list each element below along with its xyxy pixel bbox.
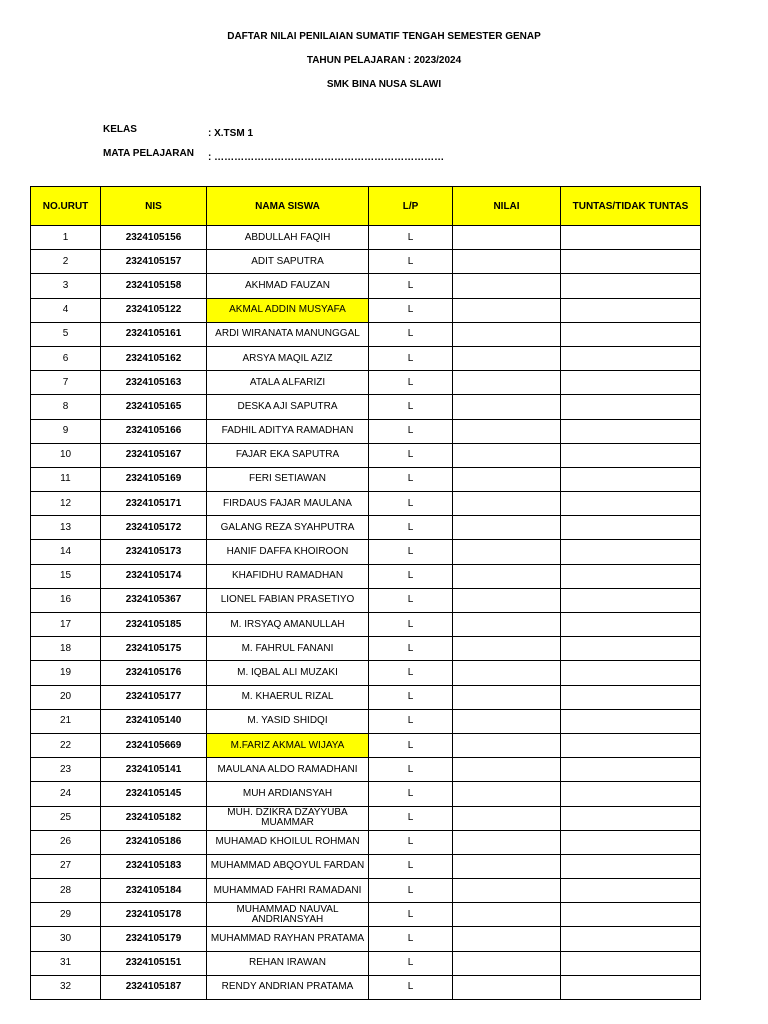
cell-tuntas [561, 637, 701, 661]
cell-nilai [453, 661, 561, 685]
school-name: SMK BINA NUSA SLAWI [326, 79, 442, 90]
cell-tuntas [561, 395, 701, 419]
cell-lp: L [369, 322, 453, 346]
cell-lp: L [369, 467, 453, 491]
col-header-nis: NIS [101, 187, 207, 226]
cell-nama-siswa: HANIF DAFFA KHOIROON [207, 540, 369, 564]
table-row [31, 709, 701, 733]
cell-nilai [453, 709, 561, 733]
cell-tuntas [561, 274, 701, 298]
cell-no-urut: 16 [31, 588, 101, 612]
cell-nilai [453, 854, 561, 878]
cell-lp: L [369, 733, 453, 757]
cell-nilai [453, 685, 561, 709]
kelas-label: KELAS [103, 124, 137, 135]
cell-tuntas [561, 879, 701, 903]
cell-no-urut: 32 [31, 975, 101, 999]
col-header-tuntas: TUNTAS/TIDAK TUNTAS [561, 187, 701, 226]
cell-no-urut: 25 [31, 806, 101, 830]
cell-tuntas [561, 298, 701, 322]
cell-lp: L [369, 516, 453, 540]
cell-lp: L [369, 588, 453, 612]
cell-nama-siswa: M. KHAERUL RIZAL [207, 685, 369, 709]
cell-nilai [453, 226, 561, 250]
cell-nama-siswa: MUH. DZIKRA DZAYYUBA MUAMMAR [207, 806, 369, 830]
cell-tuntas [561, 758, 701, 782]
table-row [31, 395, 701, 419]
table-row [31, 274, 701, 298]
table-row [31, 226, 701, 250]
cell-nis: 2324105161 [101, 322, 207, 346]
cell-nama-siswa: ARSYA MAQIL AZIZ [207, 346, 369, 370]
table-row [31, 975, 701, 999]
cell-lp: L [369, 564, 453, 588]
cell-no-urut: 30 [31, 927, 101, 951]
cell-nama-siswa: MUH ARDIANSYAH [207, 782, 369, 806]
cell-nis: 2324105179 [101, 927, 207, 951]
cell-tuntas [561, 613, 701, 637]
cell-no-urut: 9 [31, 419, 101, 443]
cell-nilai [453, 492, 561, 516]
cell-tuntas [561, 709, 701, 733]
cell-nama-siswa: MUHAMAD KHOILUL ROHMAN [207, 830, 369, 854]
cell-nama-siswa: M. IRSYAQ AMANULLAH [207, 613, 369, 637]
table-row [31, 516, 701, 540]
academic-year: TAHUN PELAJARAN : 2023/2024 [306, 55, 462, 66]
cell-lp: L [369, 709, 453, 733]
cell-nama-siswa: FAJAR EKA SAPUTRA [207, 443, 369, 467]
cell-tuntas [561, 322, 701, 346]
cell-nis: 2324105171 [101, 492, 207, 516]
table-row [31, 830, 701, 854]
cell-nis: 2324105177 [101, 685, 207, 709]
cell-nilai [453, 613, 561, 637]
cell-nilai [453, 443, 561, 467]
cell-nilai [453, 274, 561, 298]
cell-nis: 2324105184 [101, 879, 207, 903]
cell-nilai [453, 346, 561, 370]
cell-tuntas [561, 685, 701, 709]
cell-lp: L [369, 806, 453, 830]
table-row [31, 467, 701, 491]
cell-tuntas [561, 226, 701, 250]
cell-nilai [453, 637, 561, 661]
cell-nis: 2324105145 [101, 782, 207, 806]
table-row [31, 492, 701, 516]
cell-lp: L [369, 613, 453, 637]
cell-nis: 2324105172 [101, 516, 207, 540]
cell-nilai [453, 903, 561, 927]
cell-nis: 2324105163 [101, 371, 207, 395]
cell-nama-siswa: MUHAMMAD RAYHAN PRATAMA [207, 927, 369, 951]
cell-nilai [453, 322, 561, 346]
table-row [31, 806, 701, 830]
cell-no-urut: 4 [31, 298, 101, 322]
cell-nama-siswa: ADIT SAPUTRA [207, 250, 369, 274]
cell-tuntas [561, 661, 701, 685]
table-row [31, 298, 701, 322]
cell-nis: 2324105174 [101, 564, 207, 588]
cell-tuntas [561, 443, 701, 467]
cell-tuntas [561, 250, 701, 274]
cell-no-urut: 12 [31, 492, 101, 516]
cell-lp: L [369, 637, 453, 661]
table-row [31, 782, 701, 806]
cell-nilai [453, 951, 561, 975]
cell-nis: 2324105176 [101, 661, 207, 685]
cell-no-urut: 29 [31, 903, 101, 927]
cell-nama-siswa: FADHIL ADITYA RAMADHAN [207, 419, 369, 443]
cell-nama-siswa: ATALA ALFARIZI [207, 371, 369, 395]
cell-nis: 2324105169 [101, 467, 207, 491]
cell-nilai [453, 733, 561, 757]
cell-tuntas [561, 927, 701, 951]
cell-no-urut: 19 [31, 661, 101, 685]
cell-nis: 2324105166 [101, 419, 207, 443]
cell-lp: L [369, 443, 453, 467]
cell-nilai [453, 806, 561, 830]
document-title: DAFTAR NILAI PENILAIAN SUMATIF TENGAH SEMESTER GENAP [227, 31, 541, 42]
table-row [31, 951, 701, 975]
table-row [31, 540, 701, 564]
cell-no-urut: 18 [31, 637, 101, 661]
cell-no-urut: 17 [31, 613, 101, 637]
cell-nis: 2324105165 [101, 395, 207, 419]
cell-lp: L [369, 854, 453, 878]
cell-nilai [453, 927, 561, 951]
table-row [31, 588, 701, 612]
cell-nama-siswa: MUHAMMAD FAHRI RAMADANI [207, 879, 369, 903]
cell-nama-siswa: RENDY ANDRIAN PRATAMA [207, 975, 369, 999]
table-row [31, 322, 701, 346]
cell-no-urut: 8 [31, 395, 101, 419]
table-row [31, 903, 701, 927]
cell-nama-siswa: M. IQBAL ALI MUZAKI [207, 661, 369, 685]
cell-lp: L [369, 298, 453, 322]
cell-tuntas [561, 467, 701, 491]
cell-tuntas [561, 806, 701, 830]
col-header-lp: L/P [369, 187, 453, 226]
cell-tuntas [561, 782, 701, 806]
table-row [31, 685, 701, 709]
table-row [31, 879, 701, 903]
cell-nilai [453, 467, 561, 491]
table-row [31, 758, 701, 782]
cell-nilai [453, 879, 561, 903]
cell-nis: 2324105158 [101, 274, 207, 298]
cell-nis: 2324105187 [101, 975, 207, 999]
cell-lp: L [369, 371, 453, 395]
cell-lp: L [369, 782, 453, 806]
cell-nama-siswa: MUHAMMAD ABQOYUL FARDAN [207, 854, 369, 878]
cell-tuntas [561, 588, 701, 612]
cell-lp: L [369, 951, 453, 975]
cell-lp: L [369, 903, 453, 927]
cell-no-urut: 23 [31, 758, 101, 782]
cell-no-urut: 22 [31, 733, 101, 757]
cell-tuntas [561, 951, 701, 975]
table-row [31, 346, 701, 370]
cell-nilai [453, 298, 561, 322]
cell-tuntas [561, 346, 701, 370]
cell-lp: L [369, 879, 453, 903]
grade-table [30, 186, 701, 1000]
cell-nama-siswa: AKHMAD FAUZAN [207, 274, 369, 298]
cell-nama-siswa: LIONEL FABIAN PRASETIYO [207, 588, 369, 612]
cell-nama-siswa: ABDULLAH FAQIH [207, 226, 369, 250]
cell-lp: L [369, 661, 453, 685]
table-row [31, 661, 701, 685]
cell-nama-siswa: REHAN IRAWAN [207, 951, 369, 975]
cell-no-urut: 26 [31, 830, 101, 854]
cell-nilai [453, 564, 561, 588]
table-row [31, 250, 701, 274]
cell-nis: 2324105156 [101, 226, 207, 250]
mapel-label: MATA PELAJARAN [103, 148, 194, 159]
cell-no-urut: 10 [31, 443, 101, 467]
cell-lp: L [369, 975, 453, 999]
cell-lp: L [369, 685, 453, 709]
cell-nama-siswa: ARDI WIRANATA MANUNGGAL [207, 322, 369, 346]
cell-nama-siswa: GALANG REZA SYAHPUTRA [207, 516, 369, 540]
cell-tuntas [561, 540, 701, 564]
cell-no-urut: 5 [31, 322, 101, 346]
cell-nama-siswa: MUHAMMAD NAUVAL ANDRIANSYAH [207, 903, 369, 927]
cell-lp: L [369, 395, 453, 419]
cell-no-urut: 14 [31, 540, 101, 564]
cell-nis: 2324105141 [101, 758, 207, 782]
cell-nis: 2324105367 [101, 588, 207, 612]
cell-nis: 2324105122 [101, 298, 207, 322]
cell-no-urut: 1 [31, 226, 101, 250]
cell-nilai [453, 371, 561, 395]
table-row [31, 613, 701, 637]
cell-nis: 2324105185 [101, 613, 207, 637]
col-header-nilai: NILAI [453, 187, 561, 226]
cell-lp: L [369, 830, 453, 854]
table-row [31, 371, 701, 395]
cell-no-urut: 27 [31, 854, 101, 878]
cell-nilai [453, 516, 561, 540]
cell-nama-siswa: DESKA AJI SAPUTRA [207, 395, 369, 419]
cell-lp: L [369, 346, 453, 370]
cell-tuntas [561, 516, 701, 540]
cell-nis: 2324105162 [101, 346, 207, 370]
cell-nilai [453, 588, 561, 612]
cell-no-urut: 7 [31, 371, 101, 395]
cell-nama-siswa: FIRDAUS FAJAR MAULANA [207, 492, 369, 516]
cell-no-urut: 2 [31, 250, 101, 274]
cell-tuntas [561, 492, 701, 516]
cell-nilai [453, 540, 561, 564]
cell-no-urut: 20 [31, 685, 101, 709]
cell-lp: L [369, 419, 453, 443]
cell-lp: L [369, 540, 453, 564]
cell-tuntas [561, 975, 701, 999]
cell-nama-siswa: KHAFIDHU RAMADHAN [207, 564, 369, 588]
col-header-nama-siswa: NAMA SISWA [207, 187, 369, 226]
cell-nis: 2324105186 [101, 830, 207, 854]
cell-nis: 2324105175 [101, 637, 207, 661]
cell-nis: 2324105140 [101, 709, 207, 733]
table-row [31, 419, 701, 443]
cell-no-urut: 31 [31, 951, 101, 975]
cell-lp: L [369, 274, 453, 298]
cell-nis: 2324105182 [101, 806, 207, 830]
cell-tuntas [561, 419, 701, 443]
cell-nilai [453, 782, 561, 806]
cell-tuntas [561, 854, 701, 878]
cell-lp: L [369, 758, 453, 782]
cell-nis: 2324105669 [101, 733, 207, 757]
cell-nama-siswa: M.FARIZ AKMAL WIJAYA [207, 733, 369, 757]
cell-nama-siswa: M. YASID SHIDQI [207, 709, 369, 733]
cell-nama-siswa: M. FAHRUL FANANI [207, 637, 369, 661]
cell-nilai [453, 419, 561, 443]
mapel-value: : …………………………………………………………… [208, 152, 445, 163]
cell-no-urut: 15 [31, 564, 101, 588]
cell-nis: 2324105157 [101, 250, 207, 274]
table-body [31, 226, 701, 1000]
cell-no-urut: 28 [31, 879, 101, 903]
cell-no-urut: 21 [31, 709, 101, 733]
cell-tuntas [561, 830, 701, 854]
cell-nilai [453, 395, 561, 419]
cell-nilai [453, 830, 561, 854]
cell-tuntas [561, 564, 701, 588]
cell-no-urut: 3 [31, 274, 101, 298]
cell-no-urut: 24 [31, 782, 101, 806]
cell-no-urut: 6 [31, 346, 101, 370]
table-row [31, 733, 701, 757]
col-header-no-urut: NO.URUT [31, 187, 101, 226]
cell-nis: 2324105173 [101, 540, 207, 564]
table-header-row [31, 187, 701, 226]
table-row [31, 564, 701, 588]
cell-lp: L [369, 250, 453, 274]
cell-nama-siswa: FERI SETIAWAN [207, 467, 369, 491]
cell-nis: 2324105151 [101, 951, 207, 975]
cell-tuntas [561, 733, 701, 757]
table-row [31, 637, 701, 661]
cell-nis: 2324105178 [101, 903, 207, 927]
cell-nilai [453, 975, 561, 999]
cell-no-urut: 11 [31, 467, 101, 491]
table-row [31, 854, 701, 878]
cell-tuntas [561, 903, 701, 927]
table-row [31, 443, 701, 467]
cell-lp: L [369, 492, 453, 516]
cell-tuntas [561, 371, 701, 395]
cell-nis: 2324105167 [101, 443, 207, 467]
cell-nilai [453, 250, 561, 274]
cell-nama-siswa: MAULANA ALDO RAMADHANI [207, 758, 369, 782]
table-row [31, 927, 701, 951]
cell-nis: 2324105183 [101, 854, 207, 878]
cell-nilai [453, 758, 561, 782]
cell-lp: L [369, 927, 453, 951]
kelas-value: : X.TSM 1 [208, 128, 254, 139]
cell-no-urut: 13 [31, 516, 101, 540]
cell-nama-siswa: AKMAL ADDIN MUSYAFA [207, 298, 369, 322]
cell-lp: L [369, 226, 453, 250]
